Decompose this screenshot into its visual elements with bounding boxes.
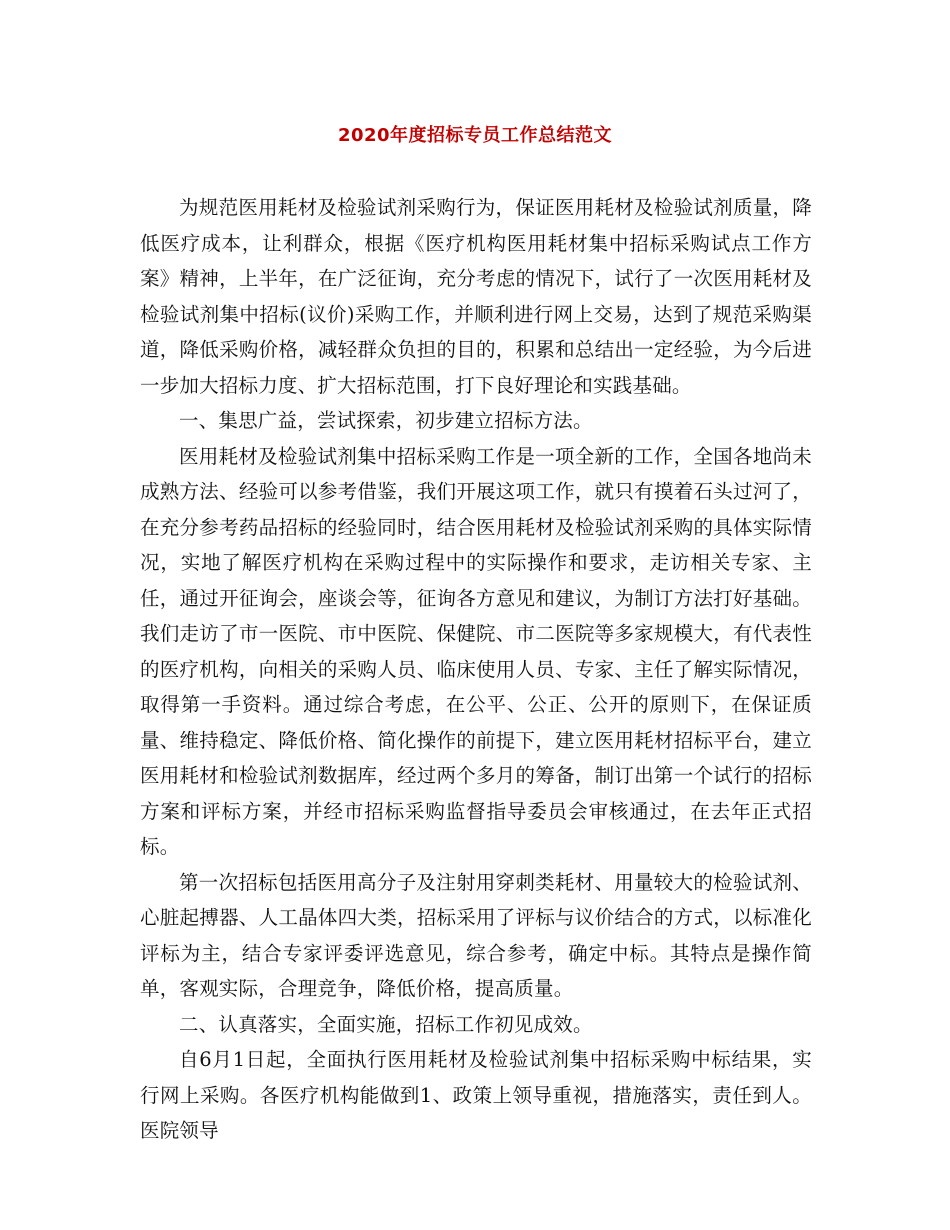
paragraph-intro: 为规范医用耗材及检验试剂采购行为，保证医用耗材及检验试剂质量，降低医疗成本，让利群众，根据《医疗机构医用耗材集中招标采购试点工作方案》精神，上半年，在广泛征询，充分考虑的情况下，试行了一次医用耗材及检验试剂集中招标(议价)采购工作，并顺利进行网上交易，达到了规范采购渠道，降低采购价格，减轻群众负担的目的，积累和总结出一定经验，为今后进一步加大招标力度、扩大招标范围，打下良好理论和实践基础。 bbox=[140, 196, 812, 397]
paragraph-first-bid: 第一次招标包括医用高分子及注射用穿刺类耗材、用量较大的检验试剂、心脏起搏器、人工晶体四大类，招标采用了评标与议价结合的方式，以标准化评标为主，结合专家评委评选意见，综合参考，确定中标。其特点是操作简单，客观实际，合理竞争，降低价格，提高质量。 bbox=[140, 870, 812, 1000]
paragraph-method: 医用耗材及检验试剂集中招标采购工作是一项全新的工作，全国各地尚未成熟方法、经验可以参考借鉴，我们开展这项工作，就只有摸着石头过河了，在充分参考药品招标的经验同时，结合医用耗材及检验试剂采购的具体实际情况，实地了解医疗机构在采购过程中的实际操作和要求，走访相关专家、主任，通过开征询会，座谈会等，征询各方意见和建议，为制订方法打好基础。我们走访了市一医院、市中医院、保健院、市二医院等多家规模大，有代表性的医疗机构，向相关的采购人员、临床使用人员、专家、主任了解实际情况，取得第一手资料。通过综合考虑，在公平、公正、公开的原则下，在保证质量、维持稳定、降低价格、简化操作的前提下，建立医用耗材招标平台，建立医用耗材和检验试剂数据库，经过两个多月的筹备，制订出第一个试行的招标方案和评标方案，并经市招标采购监督指导委员会审核通过，在去年正式招标。 bbox=[140, 444, 812, 858]
section-heading-1: 一、集思广益，尝试探索，初步建立招标方法。 bbox=[179, 409, 593, 432]
document-body bbox=[140, 190, 812, 1149]
section-heading-2: 二、认真落实，全面实施，招标工作初见成效。 bbox=[179, 1012, 593, 1036]
paragraph-implementation: 自6月1日起，全面执行医用耗材及检验试剂集中招标采购中标结果，实行网上采购。各医疗机构能做到1、政策上领导重视，措施落实，责任到人。医院领导 bbox=[140, 1048, 812, 1142]
document-title: 2020年度招标专员工作总结范文 bbox=[337, 125, 613, 146]
